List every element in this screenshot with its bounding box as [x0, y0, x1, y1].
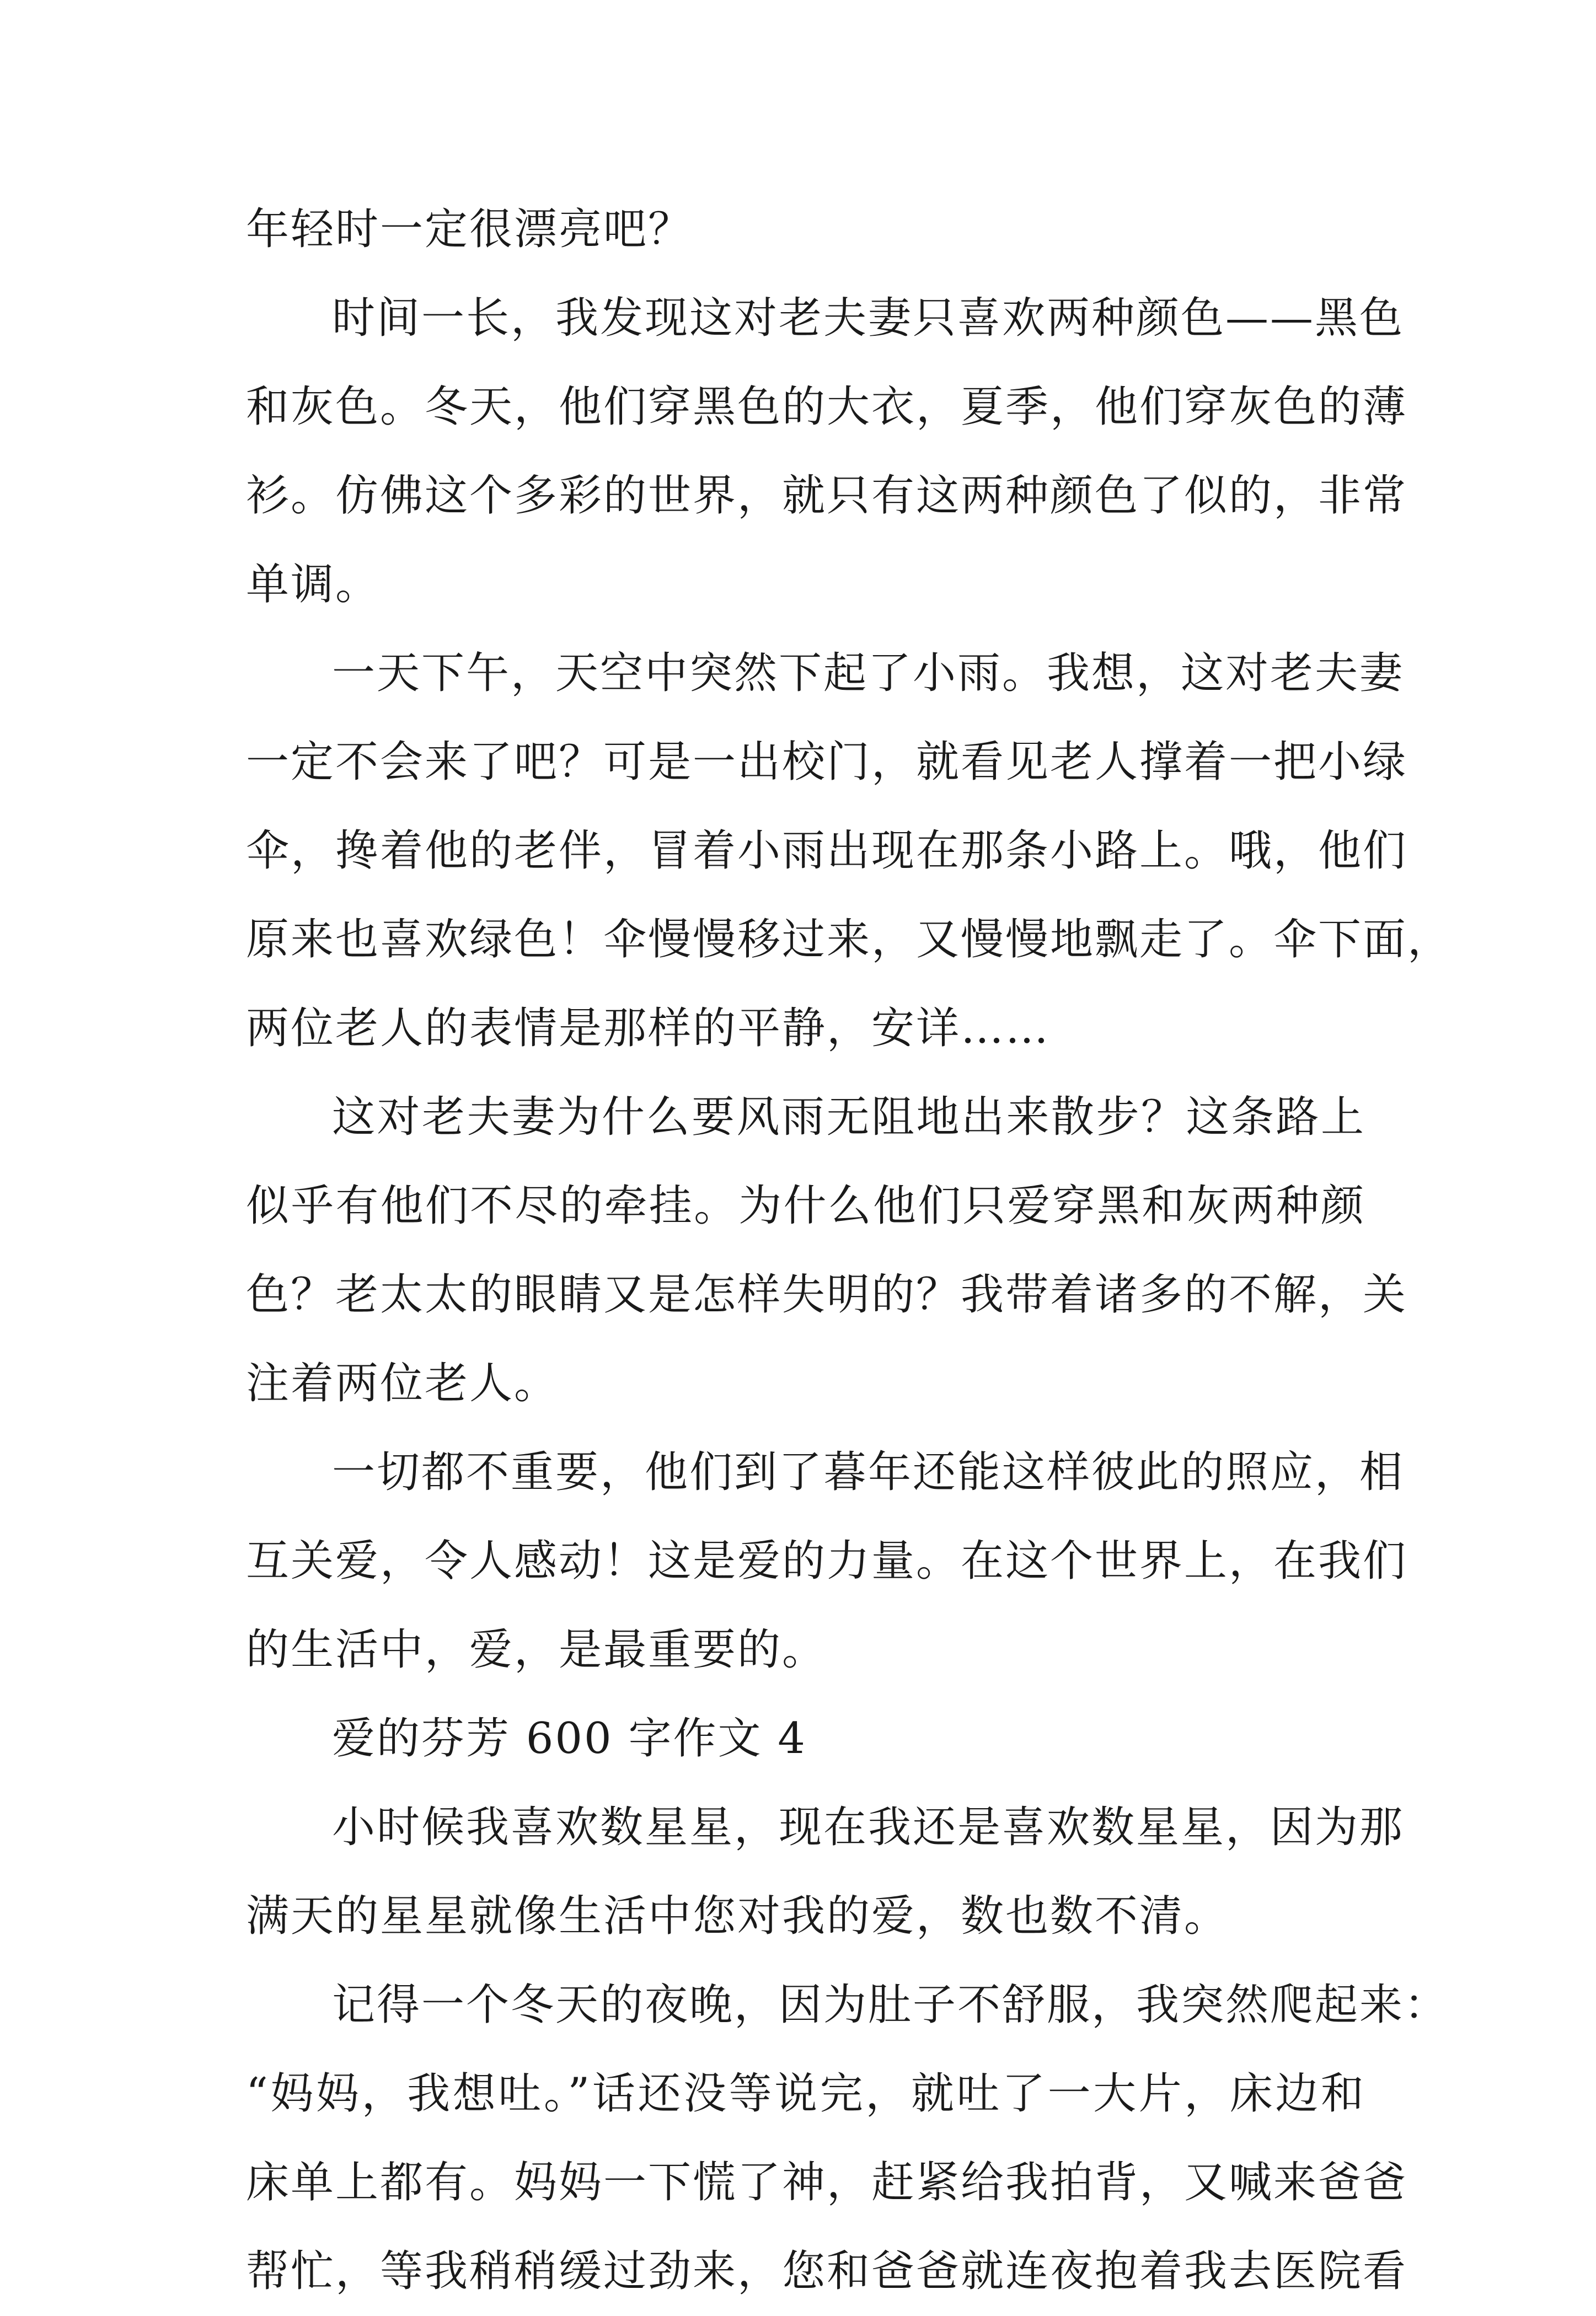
text-line: 衫。仿佛这个多彩的世界，就只有这两种颜色了似的，非常 [246, 471, 1408, 521]
section-heading: 爱的芬芳 600 字作文 4 [332, 1714, 807, 1763]
text-line: 一定不会来了吧？可是一出校门，就看见老人撑着一把小绿 [246, 737, 1408, 787]
essay-body [246, 185, 1453, 2316]
paragraph-start-line: 这对老夫妻为什么要风雨无阻地出来散步？这条路上 [332, 1092, 1365, 1142]
text-line: 原来也喜欢绿色！伞慢慢移过来，又慢慢地飘走了。伞下面， [246, 915, 1453, 964]
text-line: 伞，搀着他的老伴，冒着小雨出现在那条小路上。哦，他们 [246, 826, 1408, 876]
text-line: 和灰色。冬天，他们穿黑色的大衣，夏季，他们穿灰色的薄 [246, 382, 1408, 432]
paragraph-start-line: 小时候我喜欢数星星，现在我还是喜欢数星星，因为那 [332, 1803, 1405, 1852]
text-line: 床单上都有。妈妈一下慌了神，赶紧给我拍背，又喊来爸爸 [246, 2158, 1408, 2207]
text-line: 满天的星星就像生活中您对我的爱，数也数不清。 [246, 1891, 1229, 1941]
paragraph-start-line: 一切都不重要，他们到了暮年还能这样彼此的照应，相 [332, 1447, 1405, 1497]
text-line: 两位老人的表情是那样的平静，安详…… [246, 1004, 1051, 1053]
text-line: 年轻时一定很漂亮吧？ [246, 205, 693, 254]
text-line: 的生活中，爱，是最重要的。 [246, 1625, 827, 1675]
text-line: 色？老太太的眼睛又是怎样失明的？我带着诸多的不解，关 [246, 1270, 1408, 1320]
paragraph-start-line: 一天下午，天空中突然下起了小雨。我想，这对老夫妻 [332, 648, 1405, 698]
text-line: 似乎有他们不尽的牵挂。为什么他们只爱穿黑和灰两种颜 [246, 1181, 1365, 1231]
paragraph-start-line: 记得一个冬天的夜晚，因为肚子不舒服，我突然爬起来： [332, 1980, 1449, 2030]
text-line: 单调。 [246, 560, 381, 609]
text-line: 帮忙，等我稍稍缓过劲来，您和爸爸就连夜抱着我去医院看 [246, 2247, 1408, 2296]
text-line: “妈妈，我想吐。”话还没等说完，就吐了一大片，床边和 [246, 2069, 1365, 2119]
text-line: 注着两位老人。 [246, 1359, 559, 1408]
paragraph-start-line: 时间一长，我发现这对老夫妻只喜欢两种颜色——黑色 [332, 293, 1405, 343]
text-line: 互关爱，令人感动！这是爱的力量。在这个世界上，在我们 [246, 1536, 1408, 1586]
